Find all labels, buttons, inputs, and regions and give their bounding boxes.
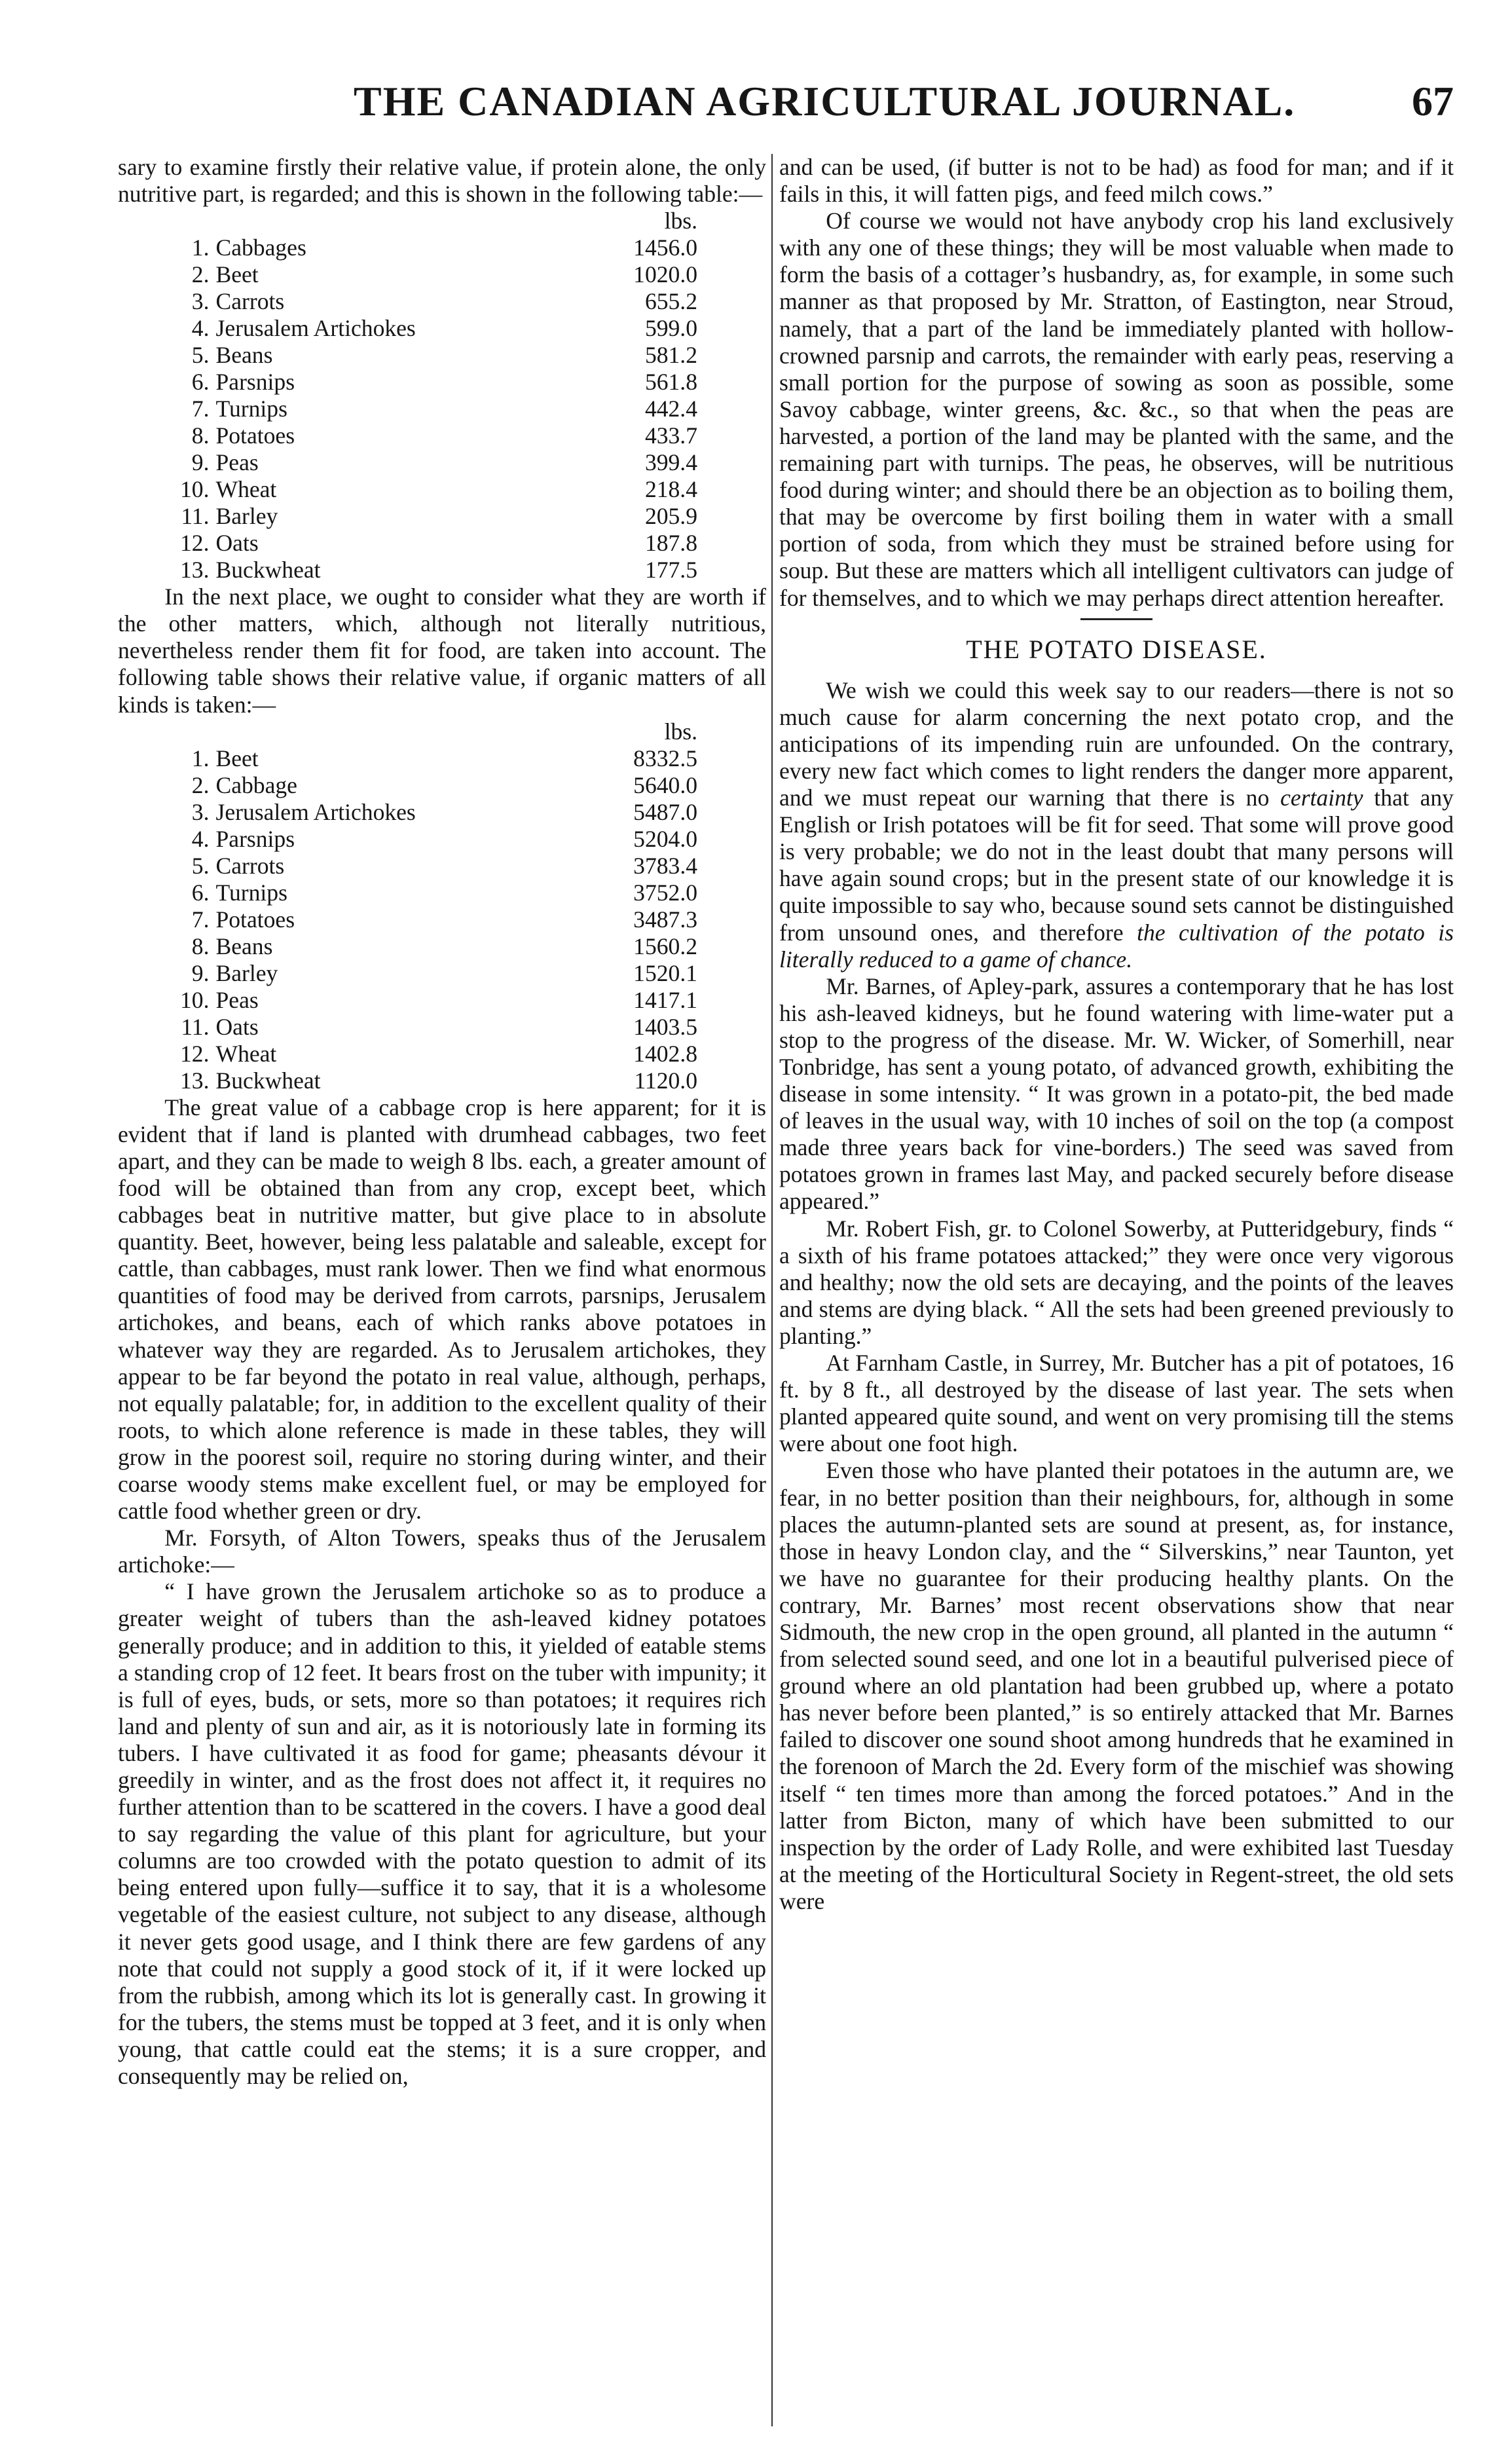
crop-value: 205.9 [644,503,697,530]
crop-name: Peas [215,986,259,1013]
table-row [180,530,697,557]
organic-matter-table [180,745,697,1094]
table-row [180,503,697,530]
page-number: 67 [1412,78,1454,124]
crop-name: Parsnips [215,369,295,396]
row-number: 2. [191,261,210,288]
crop-name: Peas [215,449,259,476]
crop-name: Beet [215,745,259,771]
crop-value: 187.8 [644,530,697,557]
crop-value: 1403.5 [633,1013,697,1040]
paragraph: Of course we would not have anybody crop his land exclusively with any one of these things; they will be most valuable when made to form the basis of a cottager’s husbandry, as, for example, in some such manner as that proposed by Mr. Stratton, of Eastington, near Stroud, namely, that a part of the land be immediately planted with hollow-crowned parsnip and carrots, the remainder with early peas, reserving a small portion for the purpose of sowing as soon as possible, some Savoy cabbage, winter greens, &c. &c., so that when the peas are harvested, a portion of the land may be planted with the same, and the remaining part with turnips. The peas, he observes, will be nutritious food during winter; and should there be an objection as to boiling them, that may be overcome by first boiling them in water with a small portion of soda, from which they must be strained before using for soup. But these are matters which all intelligent cultivators can judge of for themselves, and to which we may perhaps direct attention hereafter. [779,208,1454,611]
crop-name: Carrots [215,852,285,879]
table-row [180,1041,697,1067]
running-title: THE CANADIAN AGRICULTURAL JOURNAL. [354,78,1296,124]
crop-name: Jerusalem Artichokes [215,315,416,342]
crop-value: 599.0 [644,315,697,342]
row-number: 6. [191,369,210,396]
crop-value: 1520.1 [633,959,697,986]
row-number: 11. [181,503,210,530]
crop-value: 5204.0 [633,825,697,852]
table-unit: lbs. [664,718,697,745]
paragraph: Mr. Barnes, of Apley-park, assures a contemporary that he has lost his ash-leaved kidneys, but he found watering with lime-water put a stop to the progress of the disease. Mr. W. Wicker, of Somerhill, near Tonbridge, has sent a young potato, of advanced growth, exhibiting the disease in some intensity. “ It was grown in a potato-pit, the bed made of leaves in the usual way, with 10 inches of soil on the top (a compost made three years back for vine-borders.) The seed was saved from potatoes grown in frames last May, and packed securely before disease appeared.” [779,973,1454,1215]
table-row [180,234,697,261]
emphasis: the cultivation of the potato is literally reduced to a game of chance. [779,919,1454,973]
crop-value: 1120.0 [634,1067,697,1094]
table-row [180,315,697,342]
crop-name: Buckwheat [215,557,321,584]
paragraph: In the next place, we ought to consider what they are worth if the other matters, which, although not literally nutritious, nevertheless render them fit for food, are taken into account. The following table shows their relative value, if organic matters of all kinds is taken:— [118,584,766,718]
crop-name: Jerusalem Artichokes [215,798,416,825]
row-number: 9. [191,449,210,476]
crop-value: 1417.1 [633,986,697,1013]
crop-value: 442.4 [644,396,697,422]
crop-name: Turnips [215,396,287,422]
text-run: that any English or Irish potatoes will be fit for seed. That some will prove good is very probable; we do not in the least doubt that many persons will have again sound crops; but in the present state of our knowledge it is quite impossible to say who, because sound sets cannot be distinguished from unsound ones, and therefore [779,785,1454,946]
crop-name: Cabbage [215,771,297,798]
section-heading: THE POTATO DISEASE. [966,634,1267,664]
paragraph: sary to examine firstly their relative value, if protein alone, the only nutritive part, is regarded; and this is shown in the following table:— [118,154,766,208]
crop-value: 3487.3 [633,906,697,933]
row-number: 13. [180,557,210,584]
row-number: 3. [191,288,210,315]
crop-value: 655.2 [644,288,697,315]
left-column [118,154,766,2426]
page-header [98,77,1454,136]
row-number: 11. [181,1013,210,1040]
crop-name: Parsnips [215,825,295,852]
crop-value: 1560.2 [633,933,697,959]
crop-value: 581.2 [644,342,697,369]
paragraph: The great value of a cabbage crop is here apparent; for it is evident that if land is planted with drumhead cabbages, two feet apart, and they can be made to weigh 8 lbs. each, a greater amount of food will be obtained than from any crop, except beet, which cabbages beat in nutritive matter, but give place to in absolute quantity. Beet, however, being less palatable and saleable, except for cattle, than cabbages, must rank lower. Then we find what enormous quantities of food may be derived from carrots, parsnips, Jerusalem artichokes, and beans, each of which ranks above potatoes in whatever way they are regarded. As to Jerusalem artichokes, they appear to be far beyond the potato in real value, although, perhaps, not equally palatable; for, in addition to the excellent quality of their roots, to which alone reference is made in these tables, they will grow in the poorest soil, require no storing during winter, and their coarse woody stems make excellent fuel, or may be employed for cattle food whether green or dry. [118,1094,766,1525]
crop-name: Oats [215,1013,259,1040]
right-column [779,154,1454,2426]
table-row [180,1014,697,1041]
row-number: 5. [191,852,210,879]
table-row [180,960,697,987]
table-row [180,557,697,584]
crop-name: Beans [215,342,273,369]
row-number: 12. [180,1040,210,1067]
crop-value: 3783.4 [633,852,697,879]
table-row [180,396,697,422]
row-number: 8. [191,933,210,959]
row-number: 1. [191,745,210,771]
table-row [180,1067,697,1094]
row-number: 10. [180,476,210,503]
table-row [180,880,697,906]
section-rule [1080,618,1152,620]
row-number: 7. [191,396,210,422]
table-row [180,772,697,799]
table-row [180,906,697,933]
table-row [180,745,697,772]
text-run: We wish we could this week say to our readers—there is not so much cause for alarm concerning the next potato crop, and the anticipations of its impending ruin are unfounded. On the contrary, every new fact which comes to light renders the danger more apparent, and we must repeat our warning that there is no [779,676,1454,811]
crop-name: Beet [215,261,259,288]
row-number: 4. [191,315,210,342]
paragraph: Mr. Robert Fish, gr. to Colonel Sowerby, at Putteridgebury, finds “ a sixth of his frame potatoes attacked;” they were once very vigorous and healthy; now the old sets are decaying, and the points of the leaves and stems are dying black. “ All the sets had been greened previously to planting.” [779,1215,1454,1349]
paragraph [779,677,1454,973]
crop-value: 5640.0 [633,771,697,798]
crop-value: 8332.5 [633,745,697,771]
column-divider [771,154,773,2426]
crop-value: 399.4 [644,449,697,476]
crop-name: Turnips [215,879,287,906]
table-unit: lbs. [664,208,697,234]
emphasis: certainty [1280,785,1363,811]
crop-name: Potatoes [215,422,295,449]
row-number: 1. [191,234,210,261]
protein-value-table [180,234,697,584]
crop-value: 218.4 [644,476,697,503]
crop-value: 1456.0 [633,234,697,261]
crop-name: Wheat [215,476,277,503]
row-number: 8. [191,422,210,449]
table-row [180,422,697,449]
crop-name: Potatoes [215,906,295,933]
paragraph: At Farnham Castle, in Surrey, Mr. Butcher has a pit of potatoes, 16 ft. by 8 ft., all destroyed by the disease of last year. The sets when planted appeared quite sound, and went on very promising till the stems were about one foot high. [779,1350,1454,1457]
table-row [180,288,697,315]
crop-value: 3752.0 [633,879,697,906]
crop-name: Cabbages [215,234,306,261]
row-number: 13. [180,1067,210,1094]
crop-name: Oats [215,530,259,557]
table-row [180,933,697,960]
paragraph: Even those who have planted their potatoes in the autumn are, we fear, in no better position than their neighbours, for, although in some places the autumn-planted sets are sound at present, as, for instance, those in heavy London clay, and the “ Silverskins,” near Taunton, yet we have no guarantee for their producing healthy plants. On the contrary, Mr. Barnes’ most recent observations show that near Sidmouth, the new crop in the open ground, all planted in the autumn “ from selected sound seed, and one lot in a beautiful pulverised piece of ground where an old plantation had been grubbed up, where a potato has never before been planted,” is so entirely attacked that Mr. Barnes failed to discover one sound shoot among hundreds that he examined in the forenoon of March the 2d. Every form of the mischief was showing itself “ ten times more than among the forced potatoes.” And in the latter from Bicton, many of which have been submitted to our inspection by the order of Lady Rolle, and were exhibited last Tuesday at the meeting of the Horticultural Society in Regent-street, the old sets were [779,1457,1454,1914]
crop-name: Barley [215,503,278,530]
crop-name: Carrots [215,288,285,315]
table-row [180,342,697,369]
row-number: 5. [191,342,210,369]
crop-value: 5487.0 [633,798,697,825]
table-row [180,987,697,1014]
crop-value: 1402.8 [633,1040,697,1067]
row-number: 2. [191,771,210,798]
table-row [180,799,697,826]
table-row [180,826,697,853]
table-row [180,476,697,503]
row-number: 10. [180,986,210,1013]
crop-name: Barley [215,959,278,986]
crop-name: Buckwheat [215,1067,321,1094]
row-number: 4. [191,825,210,852]
table-row [180,261,697,288]
row-number: 6. [191,879,210,906]
crop-name: Beans [215,933,273,959]
table-row [180,369,697,396]
row-number: 12. [180,530,210,557]
row-number: 7. [191,906,210,933]
table-row [180,853,697,880]
crop-value: 561.8 [644,369,697,396]
crop-value: 433.7 [644,422,697,449]
row-number: 3. [191,798,210,825]
crop-value: 1020.0 [633,261,697,288]
paragraph: Mr. Forsyth, of Alton Towers, speaks thus of the Jerusalem artichoke:— [118,1525,766,1578]
row-number: 9. [191,959,210,986]
quotation: “ I have grown the Jerusalem artichoke so as to produce a greater weight of tubers than the ash-leaved kidney potatoes generally produce; and in addition to this, it yielded of eatable stems a standing crop of 12 feet. It bears frost on the tuber with impunity; it is full of eyes, buds, or sets, more so than potatoes; it requires rich land and plenty of sun and air, as it is notoriously late in forming its tubers. I have cultivated it as food for game; pheasants dévour it greedily in winter, and as the frost does not affect it, it requires no further attention than to be scattered in the covers. I have a good deal to say regarding the value of this plant for agriculture, but your columns are too crowded with the potato question to admit of its being entered upon fully—suffice it to say, that it is a wholesome vegetable of the easiest culture, not subject to any disease, although it never gets good usage, and I think there are few gardens of any note that could not supply a good stock of it, if it were locked up from the rubbish, among which its lot is generally cast. In growing it for the tubers, the stems must be topped at 3 feet, and it is only when young, that cattle could eat the stems; it is a sure cropper, and consequently may be relied on, [118,1578,766,2090]
table-row [180,449,697,476]
crop-value: 177.5 [644,557,697,584]
crop-name: Wheat [215,1040,277,1067]
paragraph: and can be used, (if butter is not to be had) as food for man; and if it fails in this, it will fatten pigs, and feed milch cows.” [779,154,1454,208]
